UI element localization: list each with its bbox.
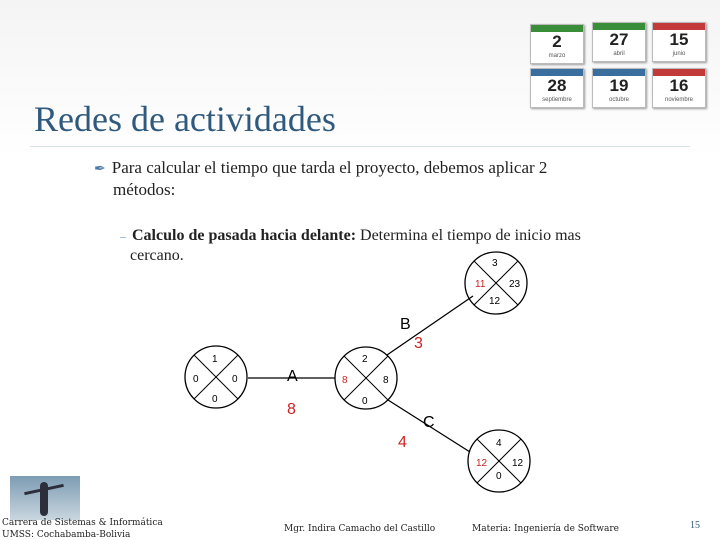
node-4-right-value: 12	[512, 458, 524, 469]
calendar-page: 28 septiembre	[530, 68, 584, 108]
node-3-number: 3	[492, 258, 498, 269]
node-1-left-value: 0	[193, 374, 199, 385]
node-3-right-value: 23	[509, 279, 521, 290]
node-1-right-value: 0	[232, 374, 238, 385]
calendar-page: 16 noviembre	[652, 68, 706, 108]
calendar-page: 15 junio	[652, 22, 706, 62]
node-1-number: 1	[212, 354, 218, 365]
node-2-bottom-value: 0	[362, 396, 368, 407]
node-3	[465, 252, 527, 314]
node-4	[468, 430, 530, 492]
activity-b-label: B	[400, 316, 411, 333]
page-number: 15	[690, 520, 700, 531]
node-4-bottom-value: 0	[496, 471, 502, 482]
node-3-bottom-value: 12	[489, 296, 501, 307]
node-2-left-value: 8	[342, 375, 348, 386]
calendar-page: 19 octubre	[592, 68, 646, 108]
sub-bullet-bold-text: Calculo de pasada hacia delante:	[132, 227, 357, 244]
activity-c-label: C	[423, 414, 435, 431]
footer-author: Mgr. Indira Camacho del Castillo	[284, 524, 436, 534]
sub-bullet-text-continued: cercano.	[130, 247, 184, 264]
footer-course: Materia: Ingeniería de Software	[472, 524, 619, 534]
activity-b-duration: 3	[414, 335, 423, 352]
node-4-number: 4	[496, 438, 502, 449]
node-2	[335, 347, 397, 409]
calendar-page: 27 abril	[592, 22, 646, 62]
bullet-icon: ✒	[94, 162, 106, 177]
node-2-number: 2	[362, 354, 368, 365]
footer-institution: Carrera de Sistemas & Informática	[2, 518, 163, 528]
slide-title: Redes de actividades	[34, 99, 336, 139]
sub-bullet-icon: –	[120, 229, 126, 243]
activity-c-duration: 4	[398, 434, 407, 451]
bullet-text-continued: métodos:	[113, 180, 176, 199]
node-3-left-value: 11	[475, 279, 486, 290]
node-4-left-value: 12	[476, 458, 488, 469]
activity-a-duration: 8	[287, 401, 296, 418]
activity-a-label: A	[287, 368, 298, 385]
calendar-page: 2 marzo	[530, 24, 584, 64]
node-1	[185, 346, 247, 408]
footer-location: UMSS: Cochabamba-Bolivia	[2, 530, 131, 540]
sub-bullet-text: Determina el tiempo de inicio mas	[356, 227, 581, 244]
athlete-photo	[10, 476, 80, 520]
bullet-text: Para calcular el tiempo que tarda el proyecto, debemos aplicar 2	[111, 158, 548, 177]
node-1-bottom-value: 0	[212, 394, 218, 405]
node-2-right-value: 8	[383, 375, 389, 386]
